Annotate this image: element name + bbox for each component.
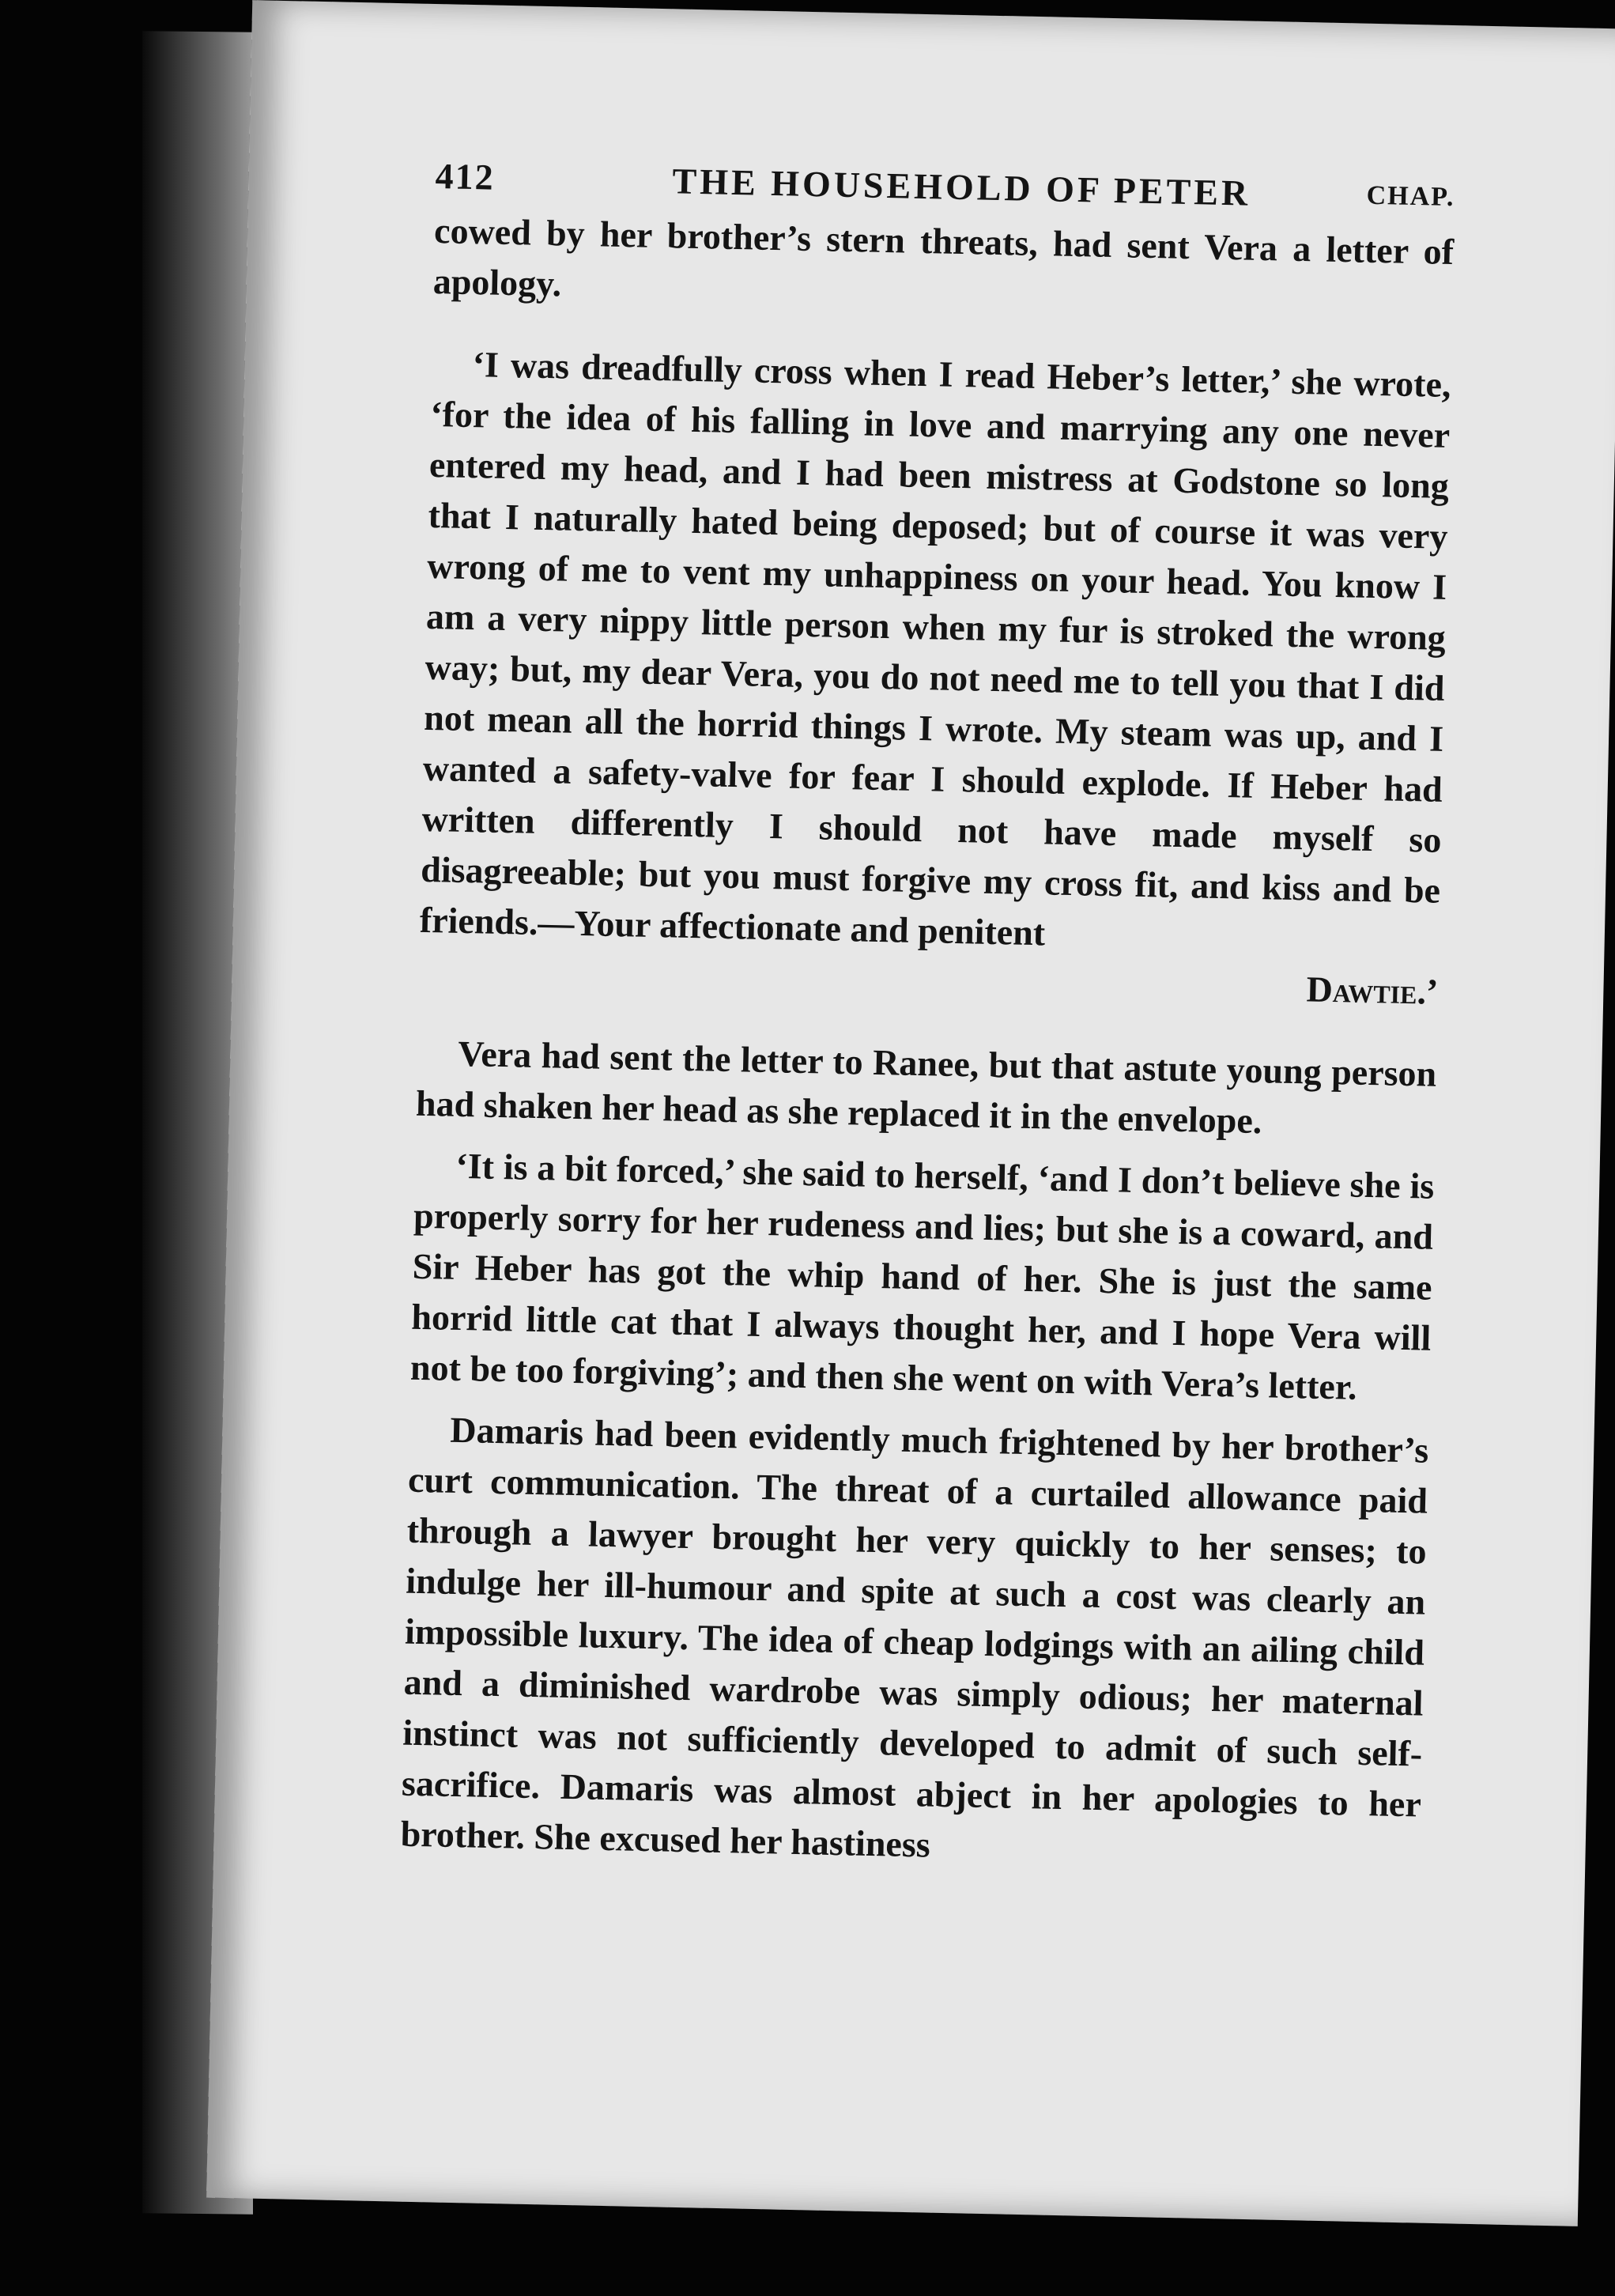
- chapter-label: CHAP.: [1366, 180, 1455, 213]
- book-page: [206, 0, 1615, 2226]
- page-content: [400, 150, 1455, 1881]
- paragraph-continuation: cowed by her brother’s stern threats, had sent Vera a letter of apology.: [432, 210, 1455, 304]
- page-number: 412: [435, 156, 496, 198]
- body-text: [400, 206, 1455, 1881]
- letter-signature: Dawtie.’: [1306, 969, 1439, 1012]
- paragraph: ‘It is a bit forced,’ she said to herself, ‘and I don’t believe she is properly sorry for her rudeness and lies; but she is a coward, and Sir Heber has got the whip hand of her. She is just the same horrid little cat that I always thought her, and I hope Vera will not be too forgiving’; and then she went on with Vera’s letter.: [409, 1145, 1435, 1407]
- paragraph: Vera had sent the letter to Ranee, but that astute young person had shaken her head as she replaced it in the envelope.: [415, 1033, 1437, 1142]
- paragraph: Damaris had been evidently much frightened by her brother’s curt communication. The threat of a curtailed allowance paid through a lawyer brought her very quickly to her senses; to indulge her ill-humour and spite at such a cost was clearly an impossible luxury. The idea of cheap lodgings with an ailing child and a diminished wardrobe was simply odious; her maternal instinct was not sufficiently developed to admit of such self-sacrifice. Damaris was almost abject in her apologies to her brother. She excused her hastiness: [400, 1409, 1429, 1865]
- running-title: THE HOUSEHOLD OF PETER: [672, 160, 1251, 213]
- letter-paragraph: ‘I was dreadfully cross when I read Heber’s letter,’ she wrote, ‘for the idea of his falling in love and marrying any one never entered my head, and I had been mistress at Godstone so long that I naturally hated being deposed; but of course it was very wrong of me to vent my unhappiness on your head. You know I am a very nippy little person when my fur is stroked the wrong way; but, my dear Vera, you do not need me to tell you that I did not mean all the horrid things I wrote. My steam was up, and I wanted a safety-valve for fear I should explode. If Heber had written differently I should not have made myself so disagreeable; but you must forgive my cross fit, and kiss and be friends.—Your affectionate and penitent: [419, 344, 1451, 954]
